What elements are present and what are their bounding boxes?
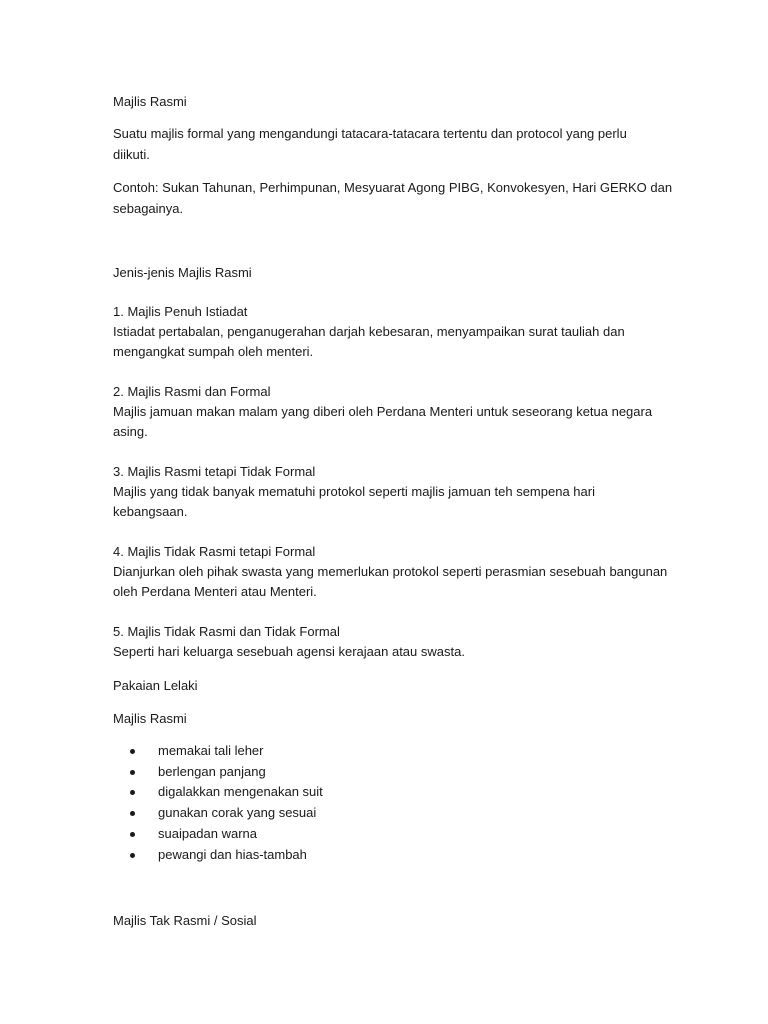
bullet-icon <box>130 832 135 837</box>
list-item-text: gunakan corak yang sesuai <box>158 805 317 820</box>
definition-line-2: diikuti. <box>113 147 150 162</box>
type-5-desc-line-1: Seperti hari keluarga sesebuah agensi kerajaan atau swasta. <box>113 644 465 659</box>
heading-pakaian-lelaki: Pakaian Lelaki <box>113 678 198 693</box>
heading-majlis-rasmi: Majlis Rasmi <box>113 94 187 109</box>
bullet-icon <box>130 853 135 858</box>
heading-majlis-tak-rasmi: Majlis Tak Rasmi / Sosial <box>113 913 257 928</box>
type-4-desc-line-2: oleh Perdana Menteri atau Menteri. <box>113 584 317 599</box>
heading-jenis-jenis: Jenis-jenis Majlis Rasmi <box>113 265 252 280</box>
list-item-text: memakai tali leher <box>158 743 264 758</box>
list-item-text: pewangi dan hias-tambah <box>158 847 307 862</box>
type-1-desc-line-1: Istiadat pertabalan, penganugerahan darjah kebesaran, menyampaikan surat tauliah dan <box>113 324 625 339</box>
list-item-text: berlengan panjang <box>158 764 266 779</box>
type-1-title: 1. Majlis Penuh Istiadat <box>113 304 248 319</box>
type-3-desc-line-1: Majlis yang tidak banyak mematuhi protokol seperti majlis jamuan teh sempena hari <box>113 484 595 499</box>
type-4-desc-line-1: Dianjurkan oleh pihak swasta yang memerlukan protokol seperti perasmian sesebuah bangunan <box>113 564 668 579</box>
type-2-title: 2. Majlis Rasmi dan Formal <box>113 384 271 399</box>
example-line-1: Contoh: Sukan Tahunan, Perhimpunan, Mesyuarat Agong PIBG, Konvokesyen, Hari GERKO dan <box>113 180 673 195</box>
example-line-2: sebagainya. <box>113 201 184 216</box>
bullet-icon <box>130 749 135 754</box>
bullet-icon <box>130 811 135 816</box>
type-3-title: 3. Majlis Rasmi tetapi Tidak Formal <box>113 464 316 479</box>
type-2-desc-line-1: Majlis jamuan makan malam yang diberi oleh Perdana Menteri untuk seseorang ketua negara <box>113 404 653 419</box>
bullet-icon <box>130 790 135 795</box>
list-item-text: digalakkan mengenakan suit <box>158 784 323 799</box>
type-2-desc-line-2: asing. <box>113 424 148 439</box>
type-5-title: 5. Majlis Tidak Rasmi dan Tidak Formal <box>113 624 340 639</box>
subheading-majlis-rasmi: Majlis Rasmi <box>113 711 187 726</box>
type-4-title: 4. Majlis Tidak Rasmi tetapi Formal <box>113 544 316 559</box>
type-3-desc-line-2: kebangsaan. <box>113 504 188 519</box>
type-1-desc-line-2: mengangkat sumpah oleh menteri. <box>113 344 314 359</box>
definition-line-1: Suatu majlis formal yang mengandungi tatacara-tatacara tertentu dan protocol yang perlu <box>113 126 627 141</box>
bullet-icon <box>130 770 135 775</box>
list-item-text: suaipadan warna <box>158 826 258 841</box>
